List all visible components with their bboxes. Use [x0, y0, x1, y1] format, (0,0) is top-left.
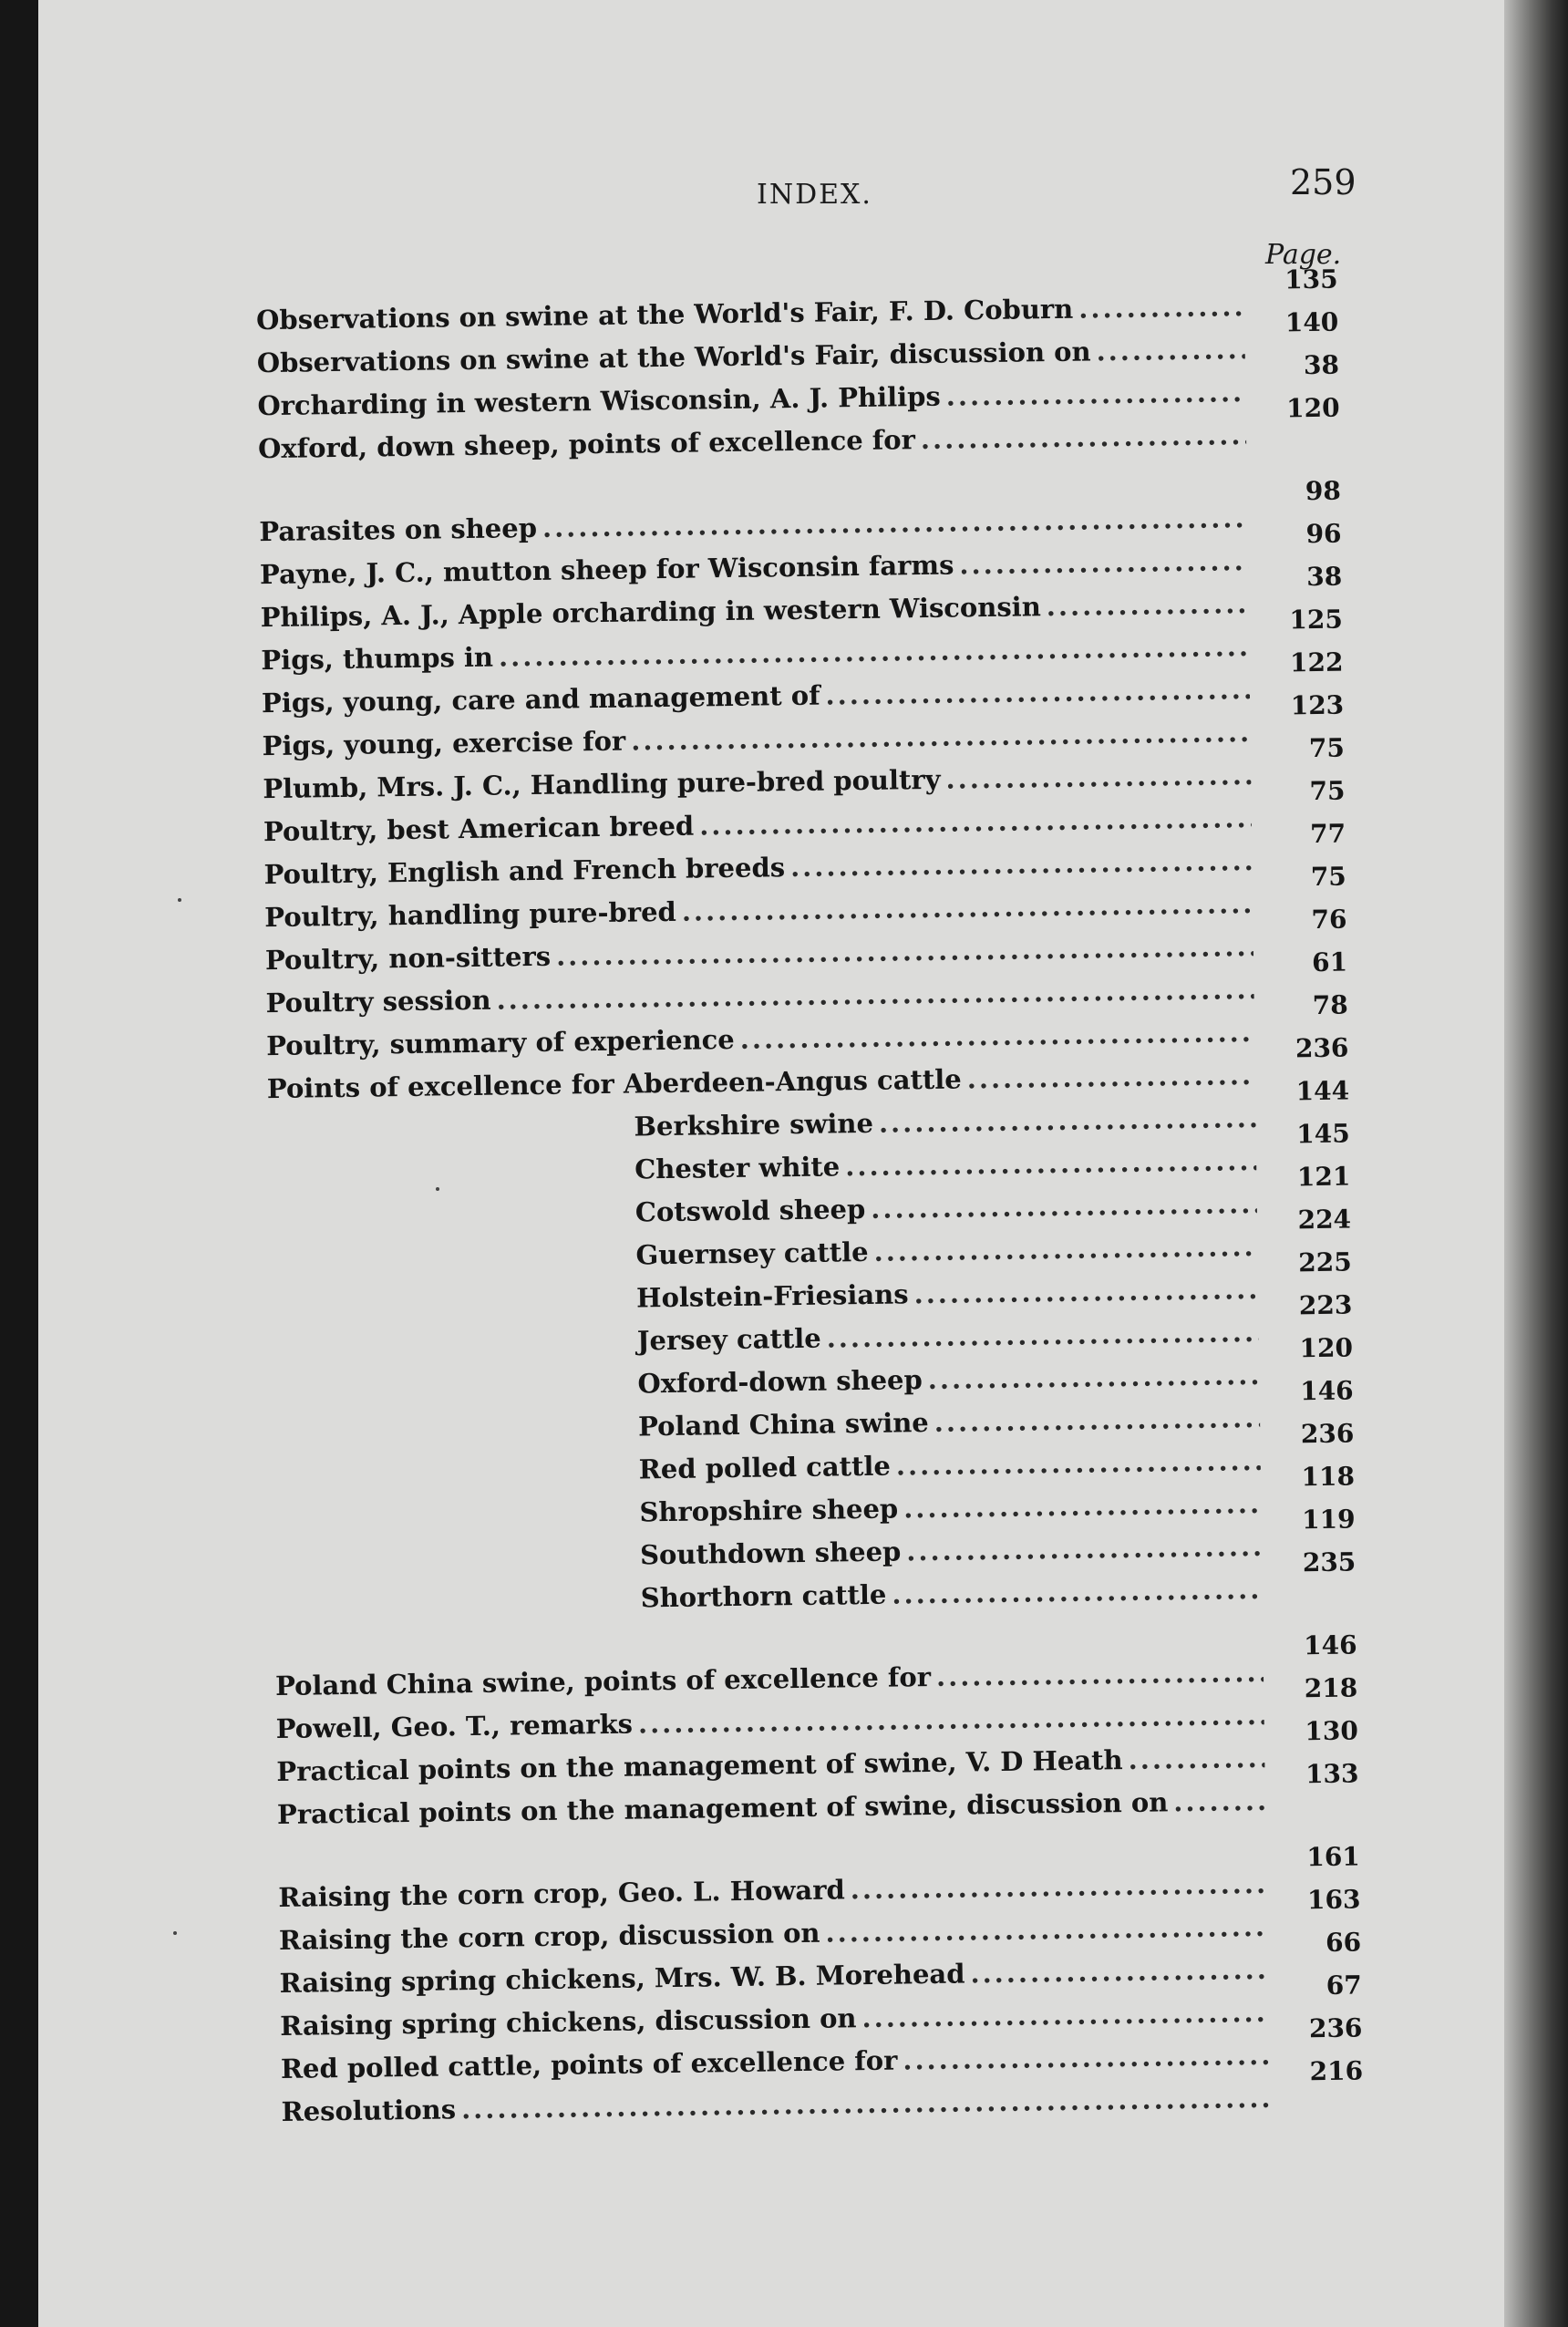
entry-page: 76 — [1311, 904, 1347, 936]
dot-leader — [1173, 1785, 1265, 1817]
dot-leader — [873, 1231, 1257, 1267]
paper-speck — [436, 1187, 439, 1191]
entry-text: Poultry, summary of experience — [266, 1023, 735, 1062]
entry-page: 122 — [1289, 646, 1344, 678]
paper-speck — [173, 1931, 177, 1935]
entry-text: Raising spring chickens, discussion on — [280, 2002, 857, 2042]
entry-page: 67 — [1326, 1970, 1362, 2001]
page-number: 259 — [1290, 162, 1357, 202]
entry-text: Orcharding in western Wisconsin, A. J. Philips — [257, 380, 941, 422]
entry-text: Cotswold sheep — [634, 1193, 866, 1228]
entry-text: Oxford, down sheep, points of excellence for — [257, 424, 916, 465]
dot-leader — [970, 1954, 1268, 1990]
paper-speck — [178, 898, 181, 902]
entry-text: Observations on swine at the World's Fair, F. D. Coburn — [255, 293, 1074, 336]
entry-text: Poland China swine, points of excellence for — [274, 1660, 932, 1702]
entry-page: 146 — [1303, 1629, 1357, 1661]
entry-page: 145 — [1296, 1118, 1350, 1150]
dot-leader — [946, 377, 1246, 412]
entry-page: 121 — [1296, 1161, 1351, 1193]
entry-text: Guernsey cattle — [635, 1236, 869, 1271]
entry-page: 75 — [1309, 775, 1346, 807]
entry-text: Plumb, Mrs. J. C., Handling pure-bred poultry — [263, 763, 941, 805]
dot-leader — [936, 1657, 1264, 1692]
entry-page: 119 — [1301, 1504, 1356, 1536]
entry-text: Pigs, thumps in — [261, 641, 494, 677]
entry-text: Payne, J. C., mutton sheep for Wisconsin farms — [259, 549, 954, 591]
dot-leader — [934, 1402, 1260, 1438]
entry-page: 223 — [1298, 1289, 1353, 1321]
dot-leader — [945, 760, 1251, 795]
entry-page: 38 — [1305, 561, 1343, 593]
entry-page: 224 — [1297, 1204, 1352, 1236]
entry-page: 130 — [1305, 1715, 1359, 1747]
dot-leader — [928, 1360, 1260, 1395]
entry-page: 236 — [1300, 1418, 1355, 1450]
entry-page: 77 — [1309, 818, 1346, 850]
entry-text: Philips, A. J., Apple orcharding in western Wisconsin — [260, 591, 1042, 634]
entry-page: 78 — [1312, 989, 1348, 1021]
entry-page: 75 — [1310, 861, 1347, 893]
entry-text: Observations on swine at the World's Fair, discussion on — [256, 336, 1091, 379]
entry-page: 163 — [1306, 1884, 1361, 1916]
entry-text: Powell, Geo. T., remarks — [275, 1708, 634, 1745]
entry-text: Pigs, young, care and management of — [261, 679, 820, 719]
running-title: INDEX. — [757, 179, 872, 211]
entry-text: Oxford-down sheep — [637, 1364, 923, 1400]
entry-page: 146 — [1299, 1375, 1354, 1407]
entry-text: Poultry, English and French breeds — [263, 852, 786, 891]
entry-text: Red polled cattle — [638, 1450, 892, 1485]
dot-leader — [861, 1997, 1268, 2033]
entry-text: Red polled cattle, points of excellence for — [280, 2044, 898, 2084]
entry-text: Poland China swine — [637, 1407, 929, 1443]
entry-text: Shropshire sheep — [639, 1493, 899, 1528]
entry-page: 236 — [1308, 2012, 1363, 2044]
entry-text: Jersey cattle — [636, 1322, 821, 1357]
entry-text: Points of excellence for Aberdeen-Angus cattle — [266, 1063, 962, 1105]
entry-text: Resolutions — [281, 2094, 457, 2127]
dot-leader — [740, 1017, 1255, 1055]
entry-page: 236 — [1295, 1032, 1349, 1064]
dot-leader — [845, 1145, 1256, 1182]
entry-page: 140 — [1284, 306, 1339, 338]
page-column-label: Page. — [1265, 239, 1342, 271]
entry-text: Raising the corn crop, discussion on — [278, 1917, 820, 1957]
dot-leader — [699, 802, 1252, 841]
entry-page: 218 — [1304, 1672, 1358, 1704]
entry-page: 96 — [1305, 518, 1342, 550]
entry-page: 98 — [1305, 475, 1342, 507]
entry-page: 225 — [1298, 1246, 1352, 1278]
entry-page: 118 — [1301, 1461, 1356, 1493]
dot-leader — [1096, 334, 1245, 367]
dot-leader — [896, 1445, 1261, 1482]
dot-leader — [967, 1060, 1256, 1094]
entry-text: Practical points on the management of swine, V. D Heath — [276, 1744, 1123, 1788]
entry-text: Practical points on the management of swine, discussion on — [276, 1786, 1169, 1831]
entry-text: Holstein-Friesians — [635, 1278, 909, 1314]
dot-leader — [903, 1488, 1262, 1524]
dot-leader — [959, 545, 1248, 580]
entry-text: Chester white — [634, 1151, 841, 1185]
entry-page: 235 — [1302, 1546, 1357, 1578]
dot-leader — [1078, 291, 1244, 325]
entry-page: 120 — [1299, 1332, 1354, 1364]
entry-page: 38 — [1303, 349, 1340, 381]
entry-text: Berkshire swine — [634, 1107, 874, 1143]
entry-text: Raising spring chickens, Mrs. W. B. Morehead — [279, 1958, 965, 2000]
dot-leader — [906, 1531, 1262, 1567]
dot-leader — [913, 1274, 1258, 1309]
dot-leader — [921, 419, 1247, 455]
page-header — [0, 162, 1568, 224]
entry-page: 161 — [1306, 1841, 1361, 1873]
dot-leader — [790, 845, 1253, 883]
entry-page: 66 — [1325, 1927, 1362, 1958]
entry-page: 120 — [1285, 392, 1340, 424]
entry-page: 61 — [1311, 946, 1348, 978]
entry-page: 123 — [1290, 689, 1345, 721]
entry-page: 133 — [1305, 1758, 1359, 1790]
entry-page: 216 — [1309, 2055, 1364, 2087]
dot-leader — [892, 1574, 1263, 1610]
dot-leader — [851, 1868, 1267, 1905]
dot-leader — [1047, 588, 1249, 622]
dot-leader — [825, 674, 1250, 710]
dot-leader — [826, 1317, 1259, 1354]
entry-text: Southdown sheep — [639, 1536, 902, 1571]
dot-leader — [903, 2040, 1269, 2076]
entry-text: Pigs, young, exercise for — [262, 725, 626, 762]
dot-leader — [825, 1911, 1267, 1949]
entry-text: Shorthorn cattle — [640, 1578, 887, 1614]
entry-text: Raising the corn crop, Geo. L. Howard — [278, 1874, 845, 1914]
entry-text: Poultry, best American breed — [263, 810, 695, 848]
dot-leader — [879, 1102, 1256, 1139]
dot-leader — [1128, 1743, 1264, 1775]
dot-leader — [871, 1188, 1257, 1225]
entry-text: Poultry, handling pure-bred — [264, 895, 677, 934]
entry-text: Poultry session — [265, 984, 491, 1019]
entry-page: 75 — [1308, 732, 1346, 764]
entry-page: 144 — [1295, 1075, 1350, 1107]
entry-page: 125 — [1289, 604, 1344, 636]
entry-text: Parasites on sheep — [259, 512, 538, 548]
book-gutter-edge — [1504, 0, 1568, 2327]
entry-text: Poultry, non-sitters — [264, 940, 552, 977]
entry-page: 135 — [1284, 264, 1338, 295]
